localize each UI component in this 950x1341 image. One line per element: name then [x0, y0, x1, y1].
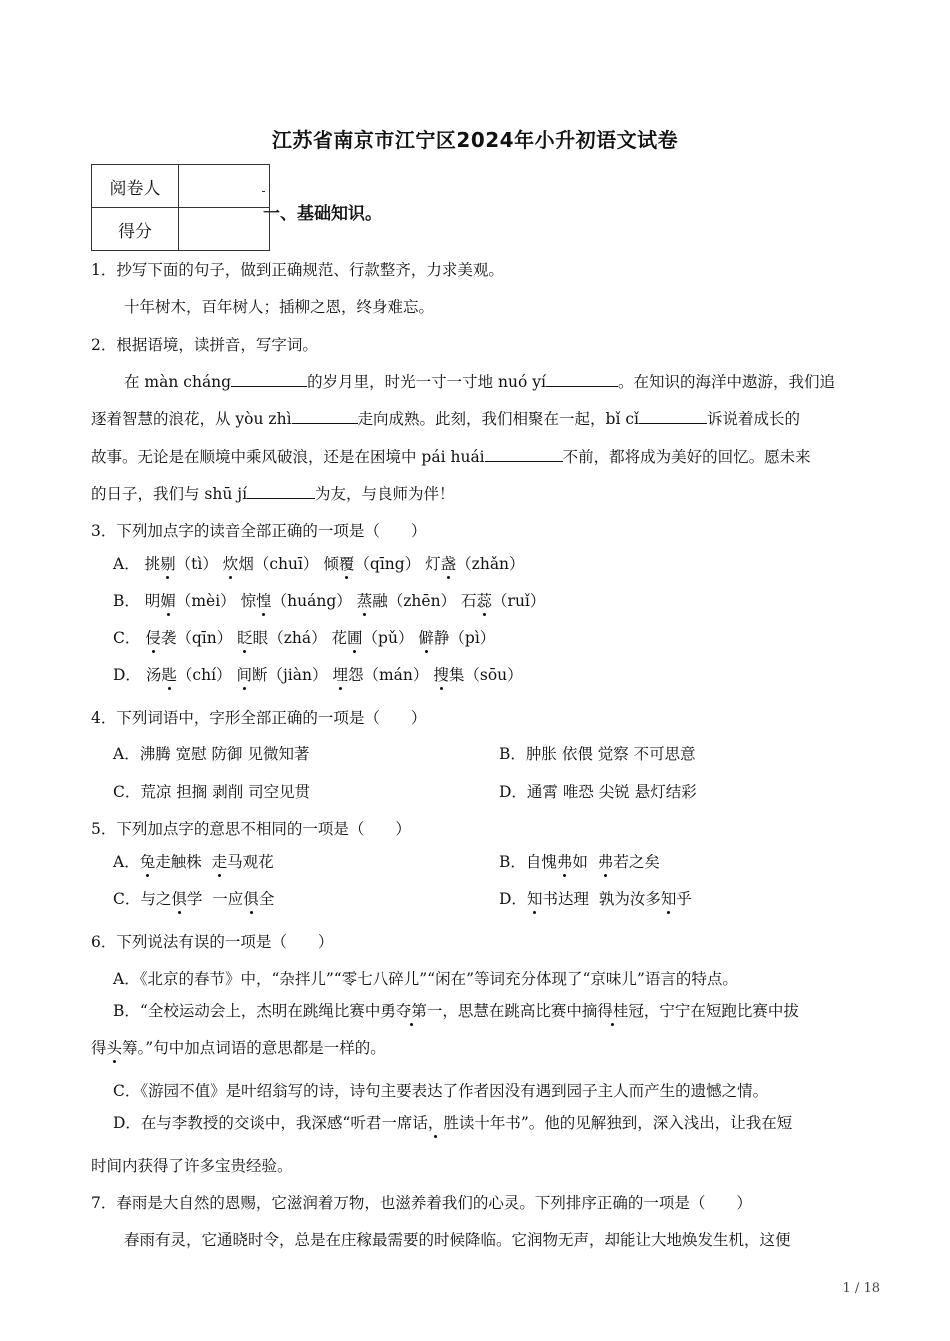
q2-line-3: [91, 446, 811, 468]
text: B．“全校运动会上，杰明在跳绳比赛中: [113, 1002, 381, 1020]
q5-option-d: [499, 888, 692, 910]
q3-option-a: [113, 553, 525, 575]
text: 走向成熟。此刻，我们相聚在一起，bǐ cǐ: [357, 410, 639, 428]
pinyin: （chuī）: [253, 555, 319, 573]
pinyin: （zhēn）: [387, 592, 457, 610]
word: [357, 592, 456, 610]
q5-stem: 5．下列加点字的意思不相同的一项是（ ）: [91, 820, 411, 838]
q6-option-b-line2: [91, 1037, 386, 1059]
char: 若之矣: [613, 853, 660, 871]
pinyin: （tì）: [175, 555, 218, 573]
char: 灯: [425, 555, 441, 573]
pinyin: （mán）: [363, 666, 429, 684]
q6-option-a: A．《北京的春节》中，“杂拌儿”“零七八碎儿”“闲在”等词充分体现了“京味儿”语言的特点。: [113, 970, 738, 988]
word: [145, 629, 232, 647]
char: 一应: [212, 890, 244, 908]
option-label: C．: [113, 629, 141, 647]
q4-option-b: B．肿胀 依偎 觉察 不可思意: [499, 745, 696, 763]
char: 挑: [144, 555, 161, 573]
pinyin: （huáng）: [271, 592, 352, 610]
text: 故事。无论是在顺境中乘风破浪，还是在困境中 pái huái: [91, 448, 485, 466]
text: D．在与李教授的交谈中，我深感“: [113, 1114, 351, 1132]
option-label: C．: [113, 890, 141, 908]
text: ，宁宁在短跑比赛中拔: [643, 1002, 799, 1020]
word: [461, 592, 545, 610]
q1-stem: 1．抄写下面的句子，做到正确规范、行款整齐，力求美观。: [91, 261, 504, 279]
answer-blank: [485, 447, 563, 462]
pinyin: （jiàn）: [267, 666, 328, 684]
text: 在 màn cháng: [124, 373, 232, 391]
char: 与之: [140, 890, 172, 908]
dotted-char: 俱: [171, 890, 187, 908]
q6-option-d-line2: 时间内获得了许多宝贵经验。: [91, 1157, 293, 1175]
score-label: 得分: [92, 208, 179, 251]
q3-option-b: [113, 590, 545, 612]
dotted-char: 蒸: [356, 592, 373, 610]
answer-blank: [247, 484, 315, 499]
text: 诉说着成长的: [707, 410, 801, 428]
char: 汤: [145, 666, 162, 684]
q5-option-a: [113, 851, 274, 873]
q4-stem: 4．下列词语中，字形全部正确的一项是（ ）: [91, 709, 427, 727]
char: 马观花: [227, 853, 274, 871]
text: 为友，与良师为伴！: [315, 485, 455, 503]
section-title: 一、基础知识。: [263, 199, 382, 224]
q6-option-c: C．《游园不值》是叶绍翁写的诗，诗句主要表达了作者因没有遇到园子主人而产生的遗憾之情。: [113, 1082, 769, 1100]
q2-line-1: [124, 371, 835, 393]
char: 断: [251, 666, 268, 684]
word: [425, 555, 524, 573]
dotted-char: 匙: [161, 666, 177, 684]
char: 怨: [347, 666, 364, 684]
score-table: [91, 164, 270, 251]
dotted-char: 俱: [243, 890, 259, 908]
option-label: A．: [113, 555, 140, 573]
option-label: D．: [113, 666, 141, 684]
pinyin: （zhǎn）: [456, 555, 525, 573]
dotted-char: 弗: [556, 853, 573, 871]
dotted-char: 侵: [145, 629, 161, 647]
q2-line-2: [91, 408, 800, 430]
char: 惊: [240, 592, 257, 610]
word: [433, 666, 522, 684]
dotted-phrase: 勇夺第一: [380, 1002, 443, 1020]
dotted-char: 眨: [237, 629, 253, 647]
pinyin: （qīn）: [176, 629, 233, 647]
dotted-char: 剔: [160, 555, 176, 573]
dotted-char: 盏: [440, 555, 457, 573]
dotted-phrase: 得头筹: [91, 1039, 138, 1057]
answer-blank: [231, 372, 307, 387]
char: 书达理: [542, 890, 589, 908]
q1-sentence: 十年树木，百年树人；插柳之恩，终身难忘。: [124, 298, 435, 316]
dotted-char: 覆: [338, 555, 355, 573]
char: 融: [372, 592, 388, 610]
char: 学: [186, 890, 203, 908]
q2-line-4: [91, 483, 455, 505]
q3-option-c: [113, 627, 495, 649]
dotted-char: 走: [211, 853, 228, 871]
q5-option-b: [499, 851, 660, 873]
text: 的岁月里，时光一寸一寸地 nuó yí: [307, 373, 546, 391]
q3-option-d: [113, 664, 523, 686]
pinyin: （ruǐ）: [492, 592, 546, 610]
dotted-char: 僻: [418, 629, 434, 647]
char: 眼: [252, 629, 269, 647]
q5-option-c: [113, 888, 274, 910]
word: [145, 555, 218, 573]
pinyin: （sōu）: [464, 666, 523, 684]
score-cell: [179, 208, 270, 251]
char: 石: [461, 592, 477, 610]
dotted-char: 知: [660, 890, 677, 908]
text: 。”句中加点词语的意思都是一样的。: [137, 1039, 386, 1057]
dotted-char: 搜: [433, 666, 449, 684]
char: 花: [331, 629, 348, 647]
q2-stem: 2．根据语境，读拼音，写字词。: [91, 336, 318, 354]
char: 烟: [238, 555, 254, 573]
dotted-char: 间: [236, 666, 252, 684]
text: 逐着智慧的浪花，从 yòu zhì: [91, 410, 292, 428]
text: 的日子，我们与 shū jí: [91, 485, 248, 503]
page-number: 1 / 18: [842, 1281, 880, 1296]
dotted-char: 炊: [222, 555, 239, 573]
dotted-char: 埋: [332, 666, 348, 684]
word: [418, 629, 495, 647]
char: 集: [448, 666, 465, 684]
dotted-char: 兔: [139, 853, 156, 871]
q7-stem: 7．春雨是大自然的恩赐，它滋润着万物，也滋养着我们的心灵。下列排序正确的一项是（ ）: [91, 1194, 752, 1212]
q6-option-b-line1: [113, 1000, 799, 1022]
q4-option-d: D．通霄 唯恐 尖锐 悬灯结彩: [499, 783, 697, 801]
word: [323, 555, 420, 573]
text: ，思慧在跳高比赛中: [442, 1002, 582, 1020]
char: 如: [572, 853, 588, 871]
answer-blank: [639, 409, 707, 424]
word: [332, 629, 414, 647]
answer-blank: [292, 409, 358, 424]
text: 不前，都将成为美好的回忆。愿未来: [562, 448, 811, 466]
char: 走触株: [155, 853, 202, 871]
q4-option-c: C．荒凉 担搁 剥削 司空见贯: [113, 783, 311, 801]
dotted-phrase: 听君一席话，胜读十年书: [350, 1114, 521, 1132]
pinyin: （pǔ）: [362, 629, 414, 647]
char: 袭: [160, 629, 177, 647]
char: 全: [258, 890, 275, 908]
q6-stem: 6．下列说法有误的一项是（ ）: [91, 933, 334, 951]
dotted-char: 圃: [347, 629, 363, 647]
answer-blank: [546, 372, 618, 387]
word: [146, 666, 232, 684]
option-label: B．: [113, 592, 140, 610]
q4-option-a: A．沸腾 宽慰 防御 见微知著: [113, 745, 310, 763]
option-label: A．: [113, 853, 140, 871]
pinyin: （zhá）: [268, 629, 327, 647]
pinyin: （pì）: [449, 629, 496, 647]
option-label: B．: [499, 853, 526, 871]
q6-option-d-line1: [113, 1112, 792, 1134]
dotted-char: 知: [526, 890, 543, 908]
word: [223, 555, 319, 573]
char: 倾: [323, 555, 339, 573]
word: [241, 592, 352, 610]
char: 静: [433, 629, 450, 647]
word: [145, 592, 236, 610]
dotted-char: 弗: [597, 853, 614, 871]
pinyin: （chí）: [176, 666, 232, 684]
page-title: 江苏省南京市江宁区2024年小升初语文试卷: [271, 128, 679, 152]
option-label: D．: [499, 890, 527, 908]
q7-paragraph: 春雨有灵，它通晓时令，总是在庄稼最需要的时候降临。它润物无声，却能让大地焕发生机，这便: [124, 1231, 791, 1249]
pinyin: （mèi）: [175, 592, 236, 610]
char: 明: [144, 592, 161, 610]
char: 孰为汝多: [598, 890, 661, 908]
char: 乎: [676, 890, 692, 908]
word: [332, 666, 428, 684]
dotted-char: 惶: [256, 592, 272, 610]
q3-stem: 3．下列加点字的读音全部正确的一项是（ ）: [91, 522, 427, 540]
text: ”。他的见解独到，深入浅出，让我在短: [520, 1114, 793, 1132]
pinyin: （qīng）: [354, 555, 421, 573]
char: 自愧: [525, 853, 557, 871]
word: [236, 666, 327, 684]
dotted-phrase: 摘得桂冠: [581, 1002, 644, 1020]
word: [237, 629, 326, 647]
dotted-char: 蕊: [476, 592, 493, 610]
dotted-char: 媚: [160, 592, 176, 610]
reviewer-cell: [179, 165, 270, 208]
text: 。在知识的海洋中遨游，我们追: [617, 373, 835, 391]
reviewer-label: 阅卷人: [92, 165, 179, 208]
